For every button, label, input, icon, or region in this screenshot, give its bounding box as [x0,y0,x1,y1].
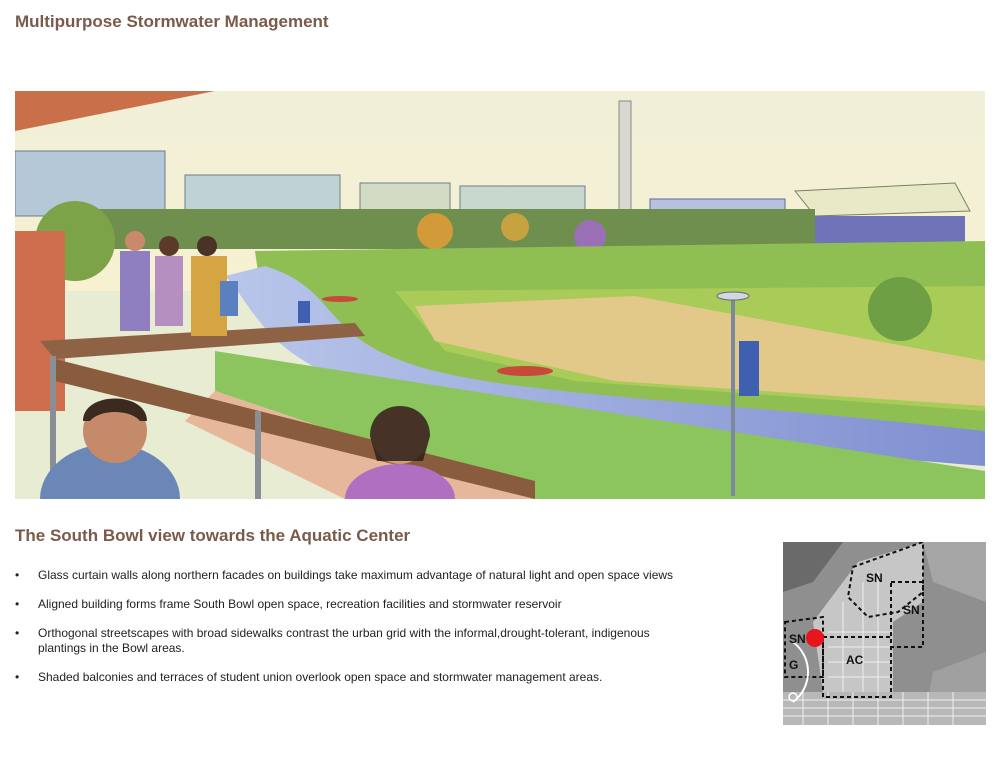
bullet-text: Shaded balconies and terraces of student union overlook open space and stormwater management areas. [38,670,603,684]
bullet-marker: • [15,597,20,611]
map-label-sn-top: SN [866,571,883,585]
bullet-marker: • [15,670,20,684]
bullet-list [15,568,695,699]
list-item [15,568,695,583]
bullet-text: Glass curtain walls along northern facades on buildings take maximum advantage of natural light and open space views [38,568,674,582]
list-item [15,626,695,656]
map-label-sn-right: SN [903,603,920,617]
rendering-image [15,91,985,499]
bullet-marker: • [15,568,20,582]
map-label-ac: AC [846,653,864,667]
bullet-text: Orthogonal streetscapes with broad sidewalks contrast the urban grid with the informal,drought-tolerant, indigenous plantings in the Bowl areas. [38,626,650,655]
bullet-text: Aligned building forms frame South Bowl open space, recreation facilities and stormwater reservoir [38,597,562,611]
key-map [783,542,986,725]
list-item [15,597,695,612]
list-item [15,670,695,685]
bullet-marker: • [15,626,20,640]
image-caption: The South Bowl view towards the Aquatic Center [15,526,411,545]
map-label-g: G [789,658,799,672]
location-marker [806,629,824,647]
map-label-sn-left: SN [789,632,806,646]
page-title: Multipurpose Stormwater Management [15,12,329,31]
